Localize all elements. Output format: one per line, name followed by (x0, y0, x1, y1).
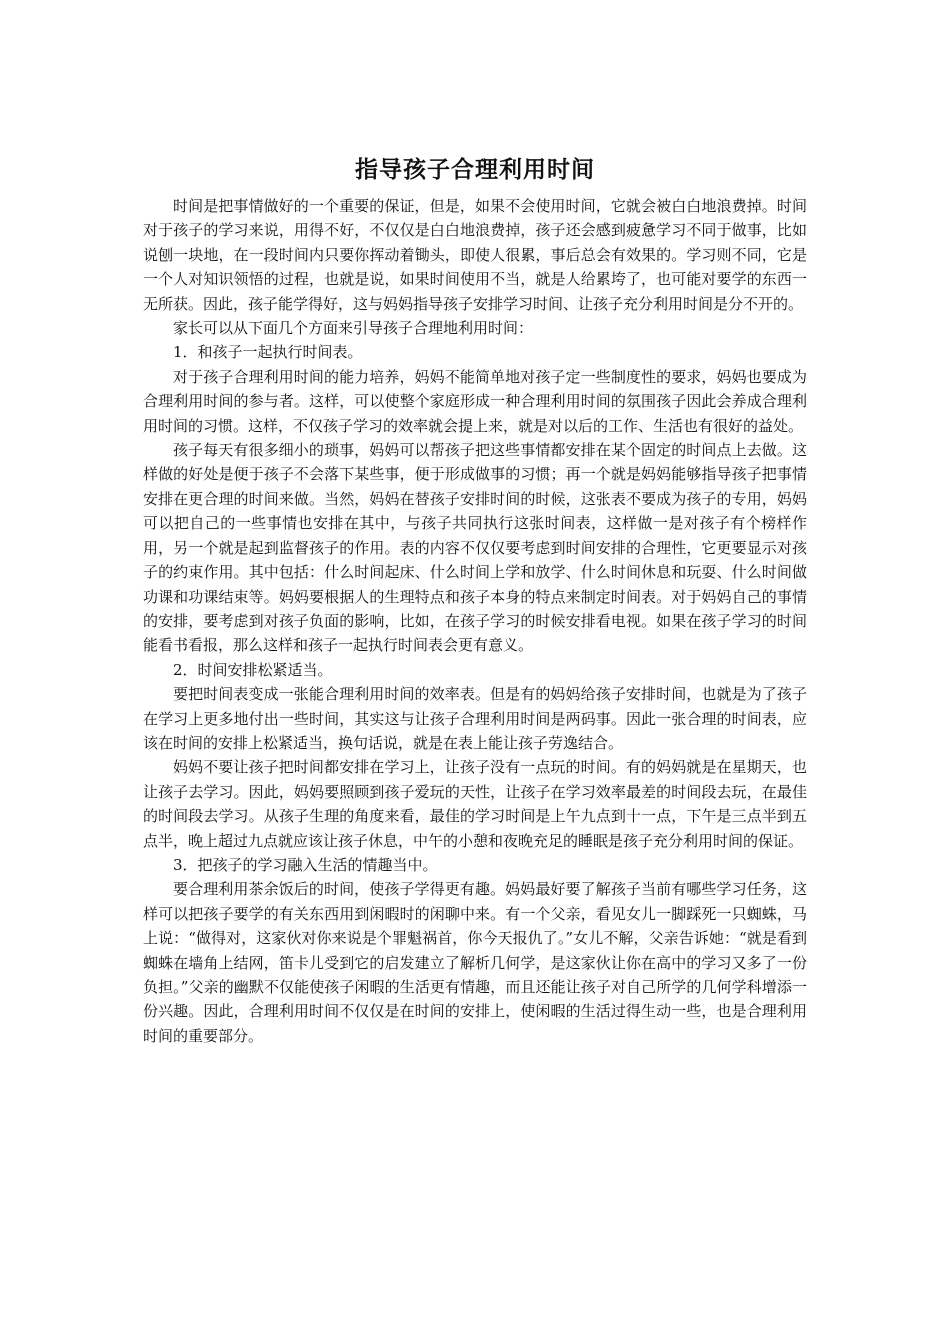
document-title: 指导孩子合理利用时间 (355, 157, 595, 183)
document-page (143, 148, 807, 1048)
paragraph-lead-in: 家长可以从下面几个方面来引导孩子合理地利用时间： (173, 319, 534, 338)
section-heading-2: 2．时间安排松紧适当。 (173, 660, 333, 679)
paragraph-section-2a: 要把时间表变成一张能合理利用时间的效率表。但是有的妈妈给孩子安排时间，也就是为了孩子在学习上更多地付出一些时间，其实这与让孩子合理利用时间是两码事。因此一张合理的时间表，应该在时间的安排上松紧适当，换句话说，就是在表上能让孩子劳逸结合。 (143, 685, 807, 752)
paragraph-section-1b: 孩子每天有很多细小的琐事，妈妈可以帮孩子把这些事情都安排在某个固定的时间点上去做。这样做的好处是便于孩子不会落下某些事，便于形成做事的习惯；再一个就是妈妈能够指导孩子把事情安排在更合理的时间来做。当然，妈妈在替孩子安排时间的时候，这张表不要成为孩子的专用，妈妈可以把自己的一些事情也安排在其中，与孩子共同执行这张时间表，这样做一是对孩子有个榜样作用，另一个就是起到监督孩子的作用。表的内容不仅仅要考虑到时间安排的合理性，它更要显示对孩子的约束作用。其中包括：什么时间起床、什么时间上学和放学、什么时间休息和玩耍、什么时间做功课和功课结束等。妈妈要根据人的生理特点和孩子本身的特点来制定时间表。对于妈妈自己的事情的安排，要考虑到对孩子负面的影响，比如，在孩子学习的时候安排看电视。如果在孩子学习的时间能看书看报，那么这样和孩子一起执行时间表会更有意义。 (143, 441, 807, 655)
section-heading-3: 3．把孩子的学习融入生活的情趣当中。 (173, 855, 438, 874)
section-heading-1: 1．和孩子一起执行时间表。 (173, 343, 363, 362)
paragraph-section-1a: 对于孩子合理利用时间的能力培养，妈妈不能简单地对孩子定一些制度性的要求，妈妈也要成为合理利用时间的参与者。这样，可以使整个家庭形成一种合理利用时间的氛围孩子因此会养成合理利用时间的习惯。这样，不仅孩子学习的效率就会提上来，就是对以后的工作、生活也有很好的益处。 (143, 367, 807, 435)
paragraph-intro: 时间是把事情做好的一个重要的保证，但是，如果不会使用时间，它就会被白白地浪费掉。时间对于孩子的学习来说，用得不好，不仅仅是白白地浪费掉，孩子还会感到疲惫学习不同于做事，比如说刨一块地，在一段时间内只要你挥动着锄头，即使人很累，事后总会有效果的。学习则不同，它是一个人对知识领悟的过程，也就是说，如果时间使用不当，就是人给累垮了，也可能对要学的东西一无所获。因此，孩子能学得好，这与妈妈指导孩子安排学习时间、让孩子充分利用时间是分不开的。 (143, 197, 807, 313)
paragraph-section-3a: 要合理利用茶余饭后的时间，使孩子学得更有趣。妈妈最好要了解孩子当前有哪些学习任务，这样可以把孩子要学的有关东西用到闲暇时的闲聊中来。有一个父亲，看见女儿一脚踩死一只蜘蛛，马上说：“做得对，这家伙对你来说是个罪魁祸首，你今天报仇了。”女儿不解，父亲告诉她：“就是看到蜘蛛在墙角上结网，笛卡儿受到它的启发建立了解析几何学，是这家伙让你在高中的学习又多了一份负担。”父亲的幽默不仅能使孩子闲暇的生活更有情趣，而且还能让孩子对自己所学的几何学科增添一份兴趣。因此，合理利用时间不仅仅是在时间的安排上，使闲暇的生活过得生动一些，也是合理利用时间的重要部分。 (143, 880, 807, 1045)
paragraph-section-2b: 妈妈不要让孩子把时间都安排在学习上，让孩子没有一点玩的时间。有的妈妈就是在星期天，也让孩子去学习。因此，妈妈要照顾到孩子爱玩的天性，让孩子在学习效率最差的时间段去玩，在最佳的时间段去学习。从孩子生理的角度来看，最佳的学习时间是上午九点到十一点，下午是三点半到五点半，晚上超过九点就应该让孩子休息，中午的小憩和夜晚充足的睡眠是孩子充分利用时间的保证。 (143, 758, 807, 850)
